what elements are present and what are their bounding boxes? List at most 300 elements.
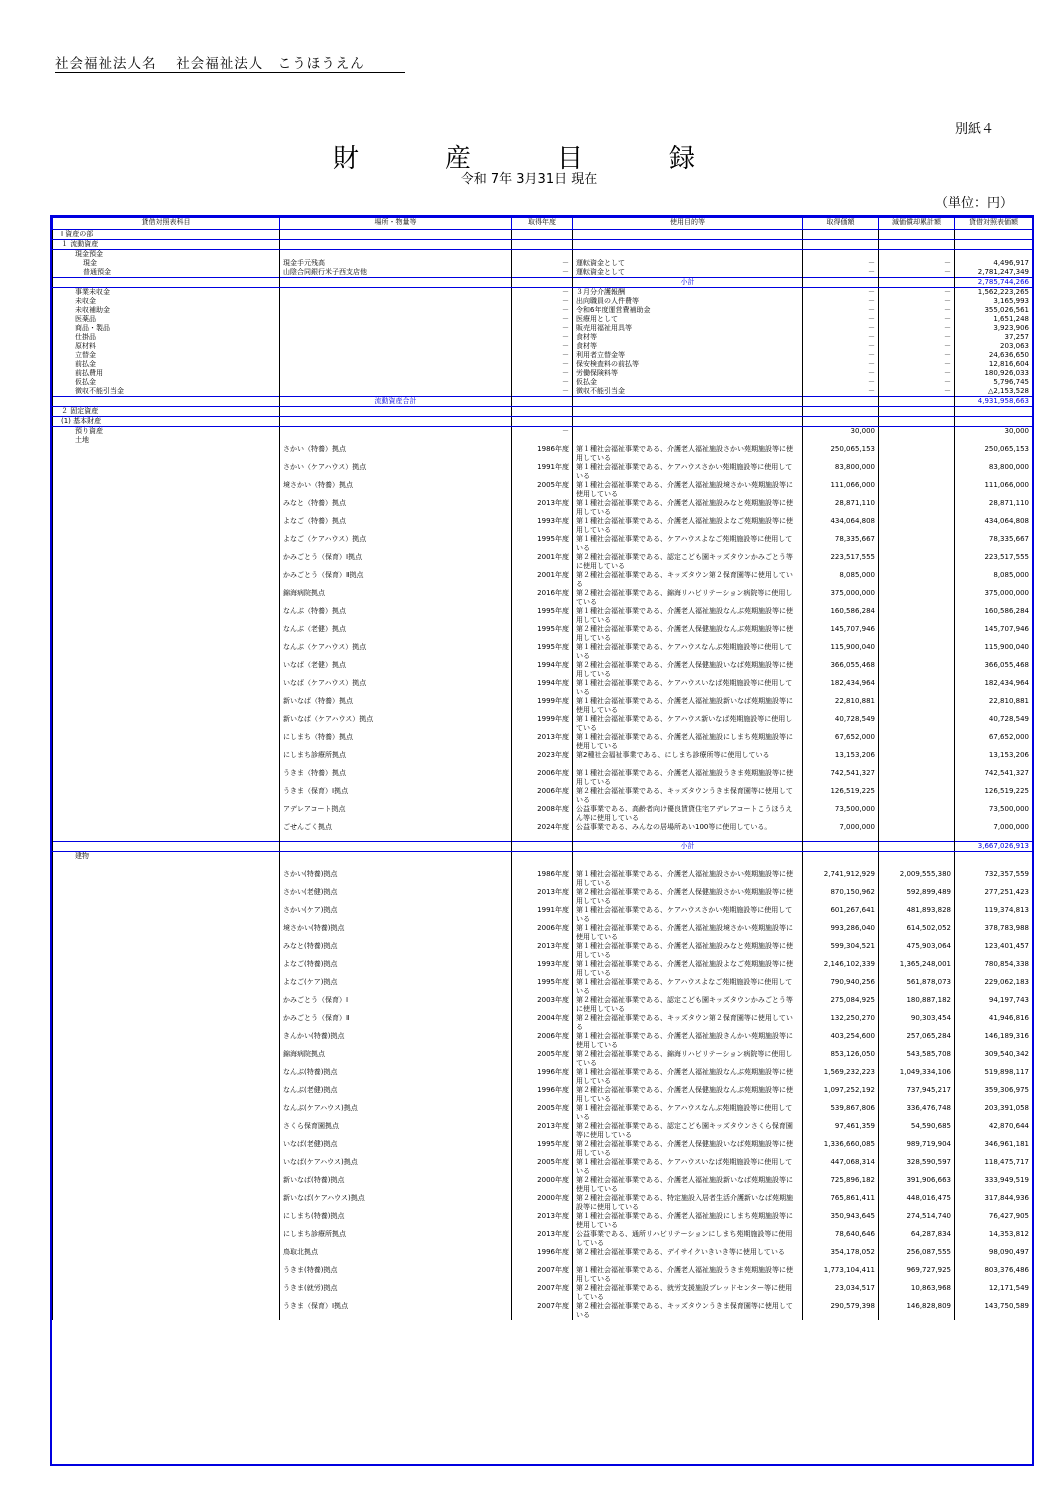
cell-purpose: 仮払金	[573, 378, 803, 387]
cell-book-value: 42,870,644	[955, 1122, 1033, 1140]
cell-account	[53, 787, 280, 805]
cell-acquisition-cost: 13,153,206	[803, 751, 879, 769]
table-row	[53, 306, 1033, 315]
cell-accumulated-depreciation	[879, 417, 955, 427]
cell-purpose: 第１種社会福祉事業である、介護老人福祉施設さかい苑期施設等に使用している	[573, 445, 803, 463]
table-row	[53, 607, 1033, 625]
cell-account	[53, 823, 280, 842]
header-accumulated-depreciation: 減価償却累計額	[879, 218, 955, 230]
cell-acquired-year: －	[512, 288, 573, 298]
cell-purpose: 第２種社会福祉事業である、キッズタウンうきま保育園等に使用している	[573, 1302, 803, 1320]
cell-purpose: 小計	[573, 842, 803, 852]
cell-accumulated-depreciation: 475,903,064	[879, 942, 955, 960]
cell-acquired-year: －	[512, 333, 573, 342]
cell-location: いなば(老健)拠点	[280, 1140, 512, 1158]
cell-account	[53, 960, 280, 978]
cell-account: 医薬品	[53, 315, 280, 324]
cell-book-value: 78,335,667	[955, 535, 1033, 553]
cell-purpose	[573, 407, 803, 417]
table-row	[53, 324, 1033, 333]
table-row	[53, 571, 1033, 589]
cell-acquisition-cost: －	[803, 360, 879, 369]
cell-book-value: 98,090,497	[955, 1248, 1033, 1266]
cell-purpose: 第２種社会福祉事業である、キッズタウン第２保育園等に使用している	[573, 1014, 803, 1032]
cell-book-value: 28,871,110	[955, 499, 1033, 517]
cell-purpose: ３月分介護報酬	[573, 288, 803, 298]
cell-book-value: 203,391,058	[955, 1104, 1033, 1122]
cell-purpose: 第１種社会福祉事業である、介護老人福祉施設よなご苑期施設等に使用している	[573, 517, 803, 535]
cell-location: よなご(特養)拠点	[280, 960, 512, 978]
cell-location: いなば(ケアハウス)拠点	[280, 1158, 512, 1176]
cell-book-value: 12,171,549	[955, 1284, 1033, 1302]
cell-account: 未収補助金	[53, 306, 280, 315]
cell-acquisition-cost: 350,943,645	[803, 1212, 879, 1230]
cell-book-value: 115,900,040	[955, 643, 1033, 661]
cell-location: ごせんごく拠点	[280, 823, 512, 842]
table-row	[53, 805, 1033, 823]
table-row	[53, 535, 1033, 553]
table-row	[53, 1284, 1033, 1302]
cell-accumulated-depreciation: －	[879, 259, 955, 268]
cell-account	[53, 1032, 280, 1050]
cell-account	[53, 715, 280, 733]
cell-account	[53, 978, 280, 996]
cell-acquisition-cost: 354,178,052	[803, 1248, 879, 1266]
cell-acquired-year: 2007年度	[512, 1266, 573, 1284]
cell-purpose: 小計	[573, 278, 803, 288]
cell-book-value: 378,783,988	[955, 924, 1033, 942]
cell-acquired-year: 2013年度	[512, 733, 573, 751]
cell-purpose: 労働保険料等	[573, 369, 803, 378]
cell-accumulated-depreciation	[879, 571, 955, 589]
cell-accumulated-depreciation	[879, 407, 955, 417]
cell-acquisition-cost: －	[803, 333, 879, 342]
cell-accumulated-depreciation: 737,945,217	[879, 1086, 955, 1104]
cell-acquired-year: －	[512, 259, 573, 268]
cell-acquisition-cost	[803, 436, 879, 445]
cell-account	[53, 625, 280, 643]
table-row	[53, 553, 1033, 571]
cell-account: 商品・製品	[53, 324, 280, 333]
cell-account: 原材料	[53, 342, 280, 351]
cell-purpose: 利用者立替金等	[573, 351, 803, 360]
corporation-name-line: 社会福祉法人名 社会福祉法人 こうほうえん	[55, 52, 405, 73]
cell-book-value: 67,652,000	[955, 733, 1033, 751]
as-of-date: 令和 7年 3月31日 現在	[460, 172, 598, 187]
cell-acquired-year: 1993年度	[512, 960, 573, 978]
cell-acquisition-cost: －	[803, 369, 879, 378]
cell-acquired-year: 1996年度	[512, 1248, 573, 1266]
annex-label: 別紙４	[955, 122, 995, 137]
cell-acquired-year: 2023年度	[512, 751, 573, 769]
subtotal-row	[53, 842, 1033, 852]
page-title: 財 産 目 録	[332, 144, 725, 174]
cell-accumulated-depreciation: 10,863,968	[879, 1284, 955, 1302]
cell-acquired-year: 1996年度	[512, 1068, 573, 1086]
cell-location: みなと（特養）拠点	[280, 499, 512, 517]
cell-book-value	[955, 240, 1033, 250]
cell-purpose: 第１種社会福祉事業である、介護老人福祉施設みなと苑期施設等に使用している	[573, 499, 803, 517]
cell-location: 境さかい(特養)拠点	[280, 924, 512, 942]
cell-book-value: 146,189,316	[955, 1032, 1033, 1050]
cell-accumulated-depreciation	[879, 733, 955, 751]
cell-acquisition-cost: －	[803, 315, 879, 324]
cell-acquired-year: 1995年度	[512, 643, 573, 661]
cell-location: きんかい(特養)拠点	[280, 1032, 512, 1050]
cell-acquired-year: 2008年度	[512, 805, 573, 823]
cell-location	[280, 288, 512, 298]
subtotal-row	[53, 278, 1033, 288]
cell-accumulated-depreciation: 448,016,475	[879, 1194, 955, 1212]
cell-acquisition-cost	[803, 842, 879, 852]
cell-accumulated-depreciation: 274,514,740	[879, 1212, 955, 1230]
cell-location: 新いなば(特養)拠点	[280, 1176, 512, 1194]
table-row	[53, 679, 1033, 697]
table-row	[53, 1248, 1033, 1266]
cell-purpose: 第１種社会福祉事業である、ケアハウスよなご苑期施設等に使用している	[573, 978, 803, 996]
cell-purpose: 公益事業である、高齢者向け優良賃貸住宅アデレアコートこうほうえん等に使用している	[573, 805, 803, 823]
cell-accumulated-depreciation	[879, 553, 955, 571]
cell-location: 現金手元残高	[280, 259, 512, 268]
cell-purpose: 第2種社会福祉事業である、にしまち診療所等に使用している	[573, 751, 803, 769]
cell-acquired-year: 1995年度	[512, 607, 573, 625]
cell-book-value: 366,055,468	[955, 661, 1033, 679]
cell-acquisition-cost: 160,586,284	[803, 607, 879, 625]
cell-accumulated-depreciation	[879, 805, 955, 823]
cell-book-value: 803,376,486	[955, 1266, 1033, 1284]
cell-account	[53, 643, 280, 661]
table-body	[53, 230, 1033, 1321]
cell-accumulated-depreciation: －	[879, 342, 955, 351]
cell-account	[53, 445, 280, 463]
table-row	[53, 751, 1033, 769]
cell-acquired-year: 2013年度	[512, 1230, 573, 1248]
cell-account: (1) 基本財産	[53, 417, 280, 427]
table-row	[53, 769, 1033, 787]
cell-book-value: 8,085,000	[955, 571, 1033, 589]
cell-accumulated-depreciation	[879, 240, 955, 250]
cell-account: 未収金	[53, 297, 280, 306]
cell-book-value: 434,064,808	[955, 517, 1033, 535]
cell-book-value: 5,796,745	[955, 378, 1033, 387]
table-row	[53, 787, 1033, 805]
cell-purpose: 第１種社会福祉事業である、ケアハウス新いなば苑期施設等に使用している	[573, 715, 803, 733]
cell-acquired-year	[512, 278, 573, 288]
cell-acquired-year	[512, 417, 573, 427]
cell-accumulated-depreciation: 989,719,904	[879, 1140, 955, 1158]
table-row	[53, 733, 1033, 751]
cell-location: 新いなば(ケアハウス)拠点	[280, 1194, 512, 1212]
cell-acquired-year: 2024年度	[512, 823, 573, 842]
cell-accumulated-depreciation: －	[879, 333, 955, 342]
table-row	[53, 589, 1033, 607]
cell-acquisition-cost: 434,064,808	[803, 517, 879, 535]
cell-book-value: 182,434,964	[955, 679, 1033, 697]
table-row	[53, 1122, 1033, 1140]
cell-location: にしまち（特養）拠点	[280, 733, 512, 751]
cell-account	[53, 1194, 280, 1212]
cell-account	[53, 463, 280, 481]
table-row	[53, 906, 1033, 924]
cell-book-value: 359,306,975	[955, 1086, 1033, 1104]
cell-accumulated-depreciation: 391,906,663	[879, 1176, 955, 1194]
cell-location: よなご（ケアハウス）拠点	[280, 535, 512, 553]
cell-accumulated-depreciation: 2,009,555,380	[879, 870, 955, 888]
cell-acquisition-cost: 73,500,000	[803, 805, 879, 823]
cell-accumulated-depreciation: －	[879, 324, 955, 333]
header-acquired-year: 取得年度	[512, 218, 573, 230]
cell-account	[53, 589, 280, 607]
cell-accumulated-depreciation: 969,727,925	[879, 1266, 955, 1284]
cell-purpose: 第２種社会福祉事業である、介護老人福祉施設新いなば苑期施設等に使用している	[573, 1176, 803, 1194]
cell-acquisition-cost: 78,335,667	[803, 535, 879, 553]
cell-acquired-year: 2003年度	[512, 996, 573, 1014]
cell-location: なんぶ（老健）拠点	[280, 625, 512, 643]
cell-acquired-year: 1995年度	[512, 535, 573, 553]
cell-location	[280, 351, 512, 360]
table-row	[53, 427, 1033, 437]
cell-account: 土地	[53, 436, 280, 445]
cell-acquired-year: 1986年度	[512, 870, 573, 888]
cell-account	[53, 805, 280, 823]
table-row	[53, 369, 1033, 378]
cell-purpose	[573, 240, 803, 250]
table-row	[53, 643, 1033, 661]
table-row	[53, 1086, 1033, 1104]
cell-book-value	[955, 436, 1033, 445]
cell-book-value: 223,517,555	[955, 553, 1033, 571]
cell-book-value: 742,541,327	[955, 769, 1033, 787]
cell-location	[280, 342, 512, 351]
table-row	[53, 661, 1033, 679]
table-row	[53, 1302, 1033, 1320]
cell-book-value: △2,153,528	[955, 387, 1033, 397]
cell-location: かみごとう（保育）Ⅰ拠点	[280, 553, 512, 571]
cell-acquisition-cost: 22,810,881	[803, 697, 879, 715]
cell-account: 徴収不能引当金	[53, 387, 280, 397]
cell-acquisition-cost: 83,800,000	[803, 463, 879, 481]
cell-acquired-year: 1991年度	[512, 906, 573, 924]
cell-book-value: 3,923,906	[955, 324, 1033, 333]
cell-acquired-year: 1991年度	[512, 463, 573, 481]
cell-location: かみごとう（保育）Ⅱ拠点	[280, 571, 512, 589]
cell-account: Ⅰ 資産の部	[53, 230, 280, 240]
cell-location: にしまち診療所拠点	[280, 751, 512, 769]
cell-acquisition-cost: 23,034,517	[803, 1284, 879, 1302]
cell-acquisition-cost	[803, 417, 879, 427]
cell-acquisition-cost: －	[803, 351, 879, 360]
table-row	[53, 924, 1033, 942]
cell-purpose: 医療用として	[573, 315, 803, 324]
cell-purpose: 出向職員の人件費等	[573, 297, 803, 306]
cell-purpose: 運転資金として	[573, 259, 803, 268]
cell-book-value	[955, 417, 1033, 427]
cell-accumulated-depreciation	[879, 769, 955, 787]
cell-acquisition-cost	[803, 407, 879, 417]
cell-location: かみごとう（保育）Ⅱ	[280, 1014, 512, 1032]
cell-acquisition-cost	[803, 230, 879, 240]
cell-accumulated-depreciation	[879, 230, 955, 240]
table-row	[53, 625, 1033, 643]
cell-book-value: 1,562,223,265	[955, 288, 1033, 298]
cell-location: さかい(特養)拠点	[280, 870, 512, 888]
cell-acquired-year	[512, 842, 573, 852]
table-row	[53, 499, 1033, 517]
cell-location: さかい(ケア)拠点	[280, 906, 512, 924]
cell-account	[53, 1122, 280, 1140]
table-row	[53, 996, 1033, 1014]
cell-acquired-year: 2007年度	[512, 1284, 573, 1302]
table-header-row	[53, 218, 1033, 230]
cell-account: 仕掛品	[53, 333, 280, 342]
cell-acquisition-cost: 97,461,359	[803, 1122, 879, 1140]
cell-acquisition-cost: 599,304,521	[803, 942, 879, 960]
cell-acquisition-cost: 132,250,270	[803, 1014, 879, 1032]
cell-accumulated-depreciation: 257,065,284	[879, 1032, 955, 1050]
cell-purpose: 第１種社会福祉事業である、介護老人福祉施設境さかい苑期施設等に使用している	[573, 481, 803, 499]
cell-acquisition-cost: 28,871,110	[803, 499, 879, 517]
cell-accumulated-depreciation: －	[879, 297, 955, 306]
cell-account	[53, 571, 280, 589]
cell-account	[53, 535, 280, 553]
cell-acquired-year	[512, 240, 573, 250]
cell-acquisition-cost: 182,434,964	[803, 679, 879, 697]
header-account: 貸借対照表科目	[53, 218, 280, 230]
cell-book-value: 94,197,743	[955, 996, 1033, 1014]
table-row	[53, 960, 1033, 978]
cell-acquired-year	[512, 250, 573, 260]
table-row	[53, 268, 1033, 278]
cell-acquired-year: 2013年度	[512, 499, 573, 517]
cell-location	[280, 230, 512, 240]
cell-account	[53, 1140, 280, 1158]
cell-purpose: 第２種社会福祉事業である、錦海リハビリテーション病院等に使用している	[573, 1050, 803, 1068]
cell-location	[280, 852, 512, 871]
table-row	[53, 942, 1033, 960]
cell-purpose: 運転資金として	[573, 268, 803, 278]
cell-accumulated-depreciation	[879, 517, 955, 535]
cell-book-value: 4,496,917	[955, 259, 1033, 268]
cell-acquisition-cost	[803, 240, 879, 250]
table-row	[53, 1176, 1033, 1194]
cell-accumulated-depreciation: 1,049,334,106	[879, 1068, 955, 1086]
cell-account	[53, 924, 280, 942]
cell-account	[53, 842, 280, 852]
cell-account	[53, 906, 280, 924]
cell-book-value: 203,063	[955, 342, 1033, 351]
cell-accumulated-depreciation: －	[879, 378, 955, 387]
cell-accumulated-depreciation: －	[879, 288, 955, 298]
cell-acquisition-cost: 870,150,962	[803, 888, 879, 906]
cell-acquired-year: 2006年度	[512, 787, 573, 805]
table-row	[53, 315, 1033, 324]
table-row	[53, 342, 1033, 351]
cell-location	[280, 324, 512, 333]
cell-accumulated-depreciation: 180,887,182	[879, 996, 955, 1014]
cell-acquired-year: 1994年度	[512, 679, 573, 697]
cell-acquisition-cost: 115,900,040	[803, 643, 879, 661]
table-row	[53, 888, 1033, 906]
table-row	[53, 852, 1033, 871]
table-row	[53, 297, 1033, 306]
cell-account: 普通預金	[53, 268, 280, 278]
cell-book-value: 519,898,117	[955, 1068, 1033, 1086]
cell-purpose: 第２種社会福祉事業である、認定こども園キッズタウンさくら保育園等に使用している	[573, 1122, 803, 1140]
cell-acquired-year: 2006年度	[512, 1032, 573, 1050]
cell-accumulated-depreciation: －	[879, 315, 955, 324]
cell-location: なんぶ(ケアハウス)拠点	[280, 1104, 512, 1122]
cell-book-value: 73,500,000	[955, 805, 1033, 823]
cell-accumulated-depreciation	[879, 535, 955, 553]
cell-accumulated-depreciation	[879, 643, 955, 661]
cell-acquisition-cost: 601,267,641	[803, 906, 879, 924]
cell-accumulated-depreciation	[879, 751, 955, 769]
cell-location: うきま（保育）Ⅰ拠点	[280, 1302, 512, 1320]
cell-acquired-year	[512, 852, 573, 871]
cell-acquisition-cost: 7,000,000	[803, 823, 879, 842]
cell-acquisition-cost: 67,652,000	[803, 733, 879, 751]
cell-location: なんぶ(老健)拠点	[280, 1086, 512, 1104]
cell-purpose: 第１種社会福祉事業である、介護老人福祉施設新いなば苑期施設等に使用している	[573, 697, 803, 715]
cell-acquisition-cost: 539,867,806	[803, 1104, 879, 1122]
cell-book-value: 3,165,993	[955, 297, 1033, 306]
table-row	[53, 1230, 1033, 1248]
cell-purpose: 徴収不能引当金	[573, 387, 803, 397]
cell-purpose: 第２種社会福祉事業である、キッズタウン第２保育園等に使用している	[573, 571, 803, 589]
cell-accumulated-depreciation: 328,590,597	[879, 1158, 955, 1176]
cell-accumulated-depreciation	[879, 397, 955, 407]
cell-acquired-year	[512, 397, 573, 407]
cell-purpose: 令和6年度運営費補助金	[573, 306, 803, 315]
cell-book-value: 30,000	[955, 427, 1033, 437]
cell-book-value: 333,949,519	[955, 1176, 1033, 1194]
cell-book-value: 732,357,559	[955, 870, 1033, 888]
cell-acquired-year: －	[512, 306, 573, 315]
cell-purpose	[573, 397, 803, 407]
cell-account	[53, 769, 280, 787]
table-row	[53, 436, 1033, 445]
table-row	[53, 1104, 1033, 1122]
cell-location	[280, 378, 512, 387]
cell-acquisition-cost: 447,068,314	[803, 1158, 879, 1176]
cell-account: 前払金	[53, 360, 280, 369]
cell-accumulated-depreciation: －	[879, 351, 955, 360]
cell-acquired-year: 2006年度	[512, 769, 573, 787]
cell-purpose: 公益事業である、通所リハビリテーションにしまち苑期施設等に使用している	[573, 1230, 803, 1248]
cell-acquisition-cost: 223,517,555	[803, 553, 879, 571]
cell-accumulated-depreciation: －	[879, 387, 955, 397]
cell-acquired-year: 2016年度	[512, 589, 573, 607]
cell-location	[280, 407, 512, 417]
cell-purpose: 第１種社会福祉事業である、ケアハウスさかい苑期施設等に使用している	[573, 463, 803, 481]
table-row	[53, 1032, 1033, 1050]
cell-location: 山陰合同銀行米子西支店他	[280, 268, 512, 278]
section-row	[53, 230, 1033, 240]
table-row	[53, 463, 1033, 481]
cell-account	[53, 1014, 280, 1032]
cell-acquired-year: －	[512, 378, 573, 387]
cell-acquisition-cost: 111,066,000	[803, 481, 879, 499]
cell-purpose: 第１種社会福祉事業である、介護老人福祉施設うきま苑期施設等に使用している	[573, 1266, 803, 1284]
cell-accumulated-depreciation: 1,365,248,001	[879, 960, 955, 978]
cell-accumulated-depreciation: 543,585,708	[879, 1050, 955, 1068]
cell-accumulated-depreciation: 64,287,834	[879, 1230, 955, 1248]
cell-purpose: 保安検査料の前払等	[573, 360, 803, 369]
cell-location	[280, 417, 512, 427]
cell-purpose: 第２種社会福祉事業である、介護老人保健施設いなば苑期施設等に使用している	[573, 1140, 803, 1158]
cell-purpose: 第１種社会福祉事業である、介護老人福祉施設よなご苑期施設等に使用している	[573, 960, 803, 978]
cell-acquired-year: 1995年度	[512, 625, 573, 643]
